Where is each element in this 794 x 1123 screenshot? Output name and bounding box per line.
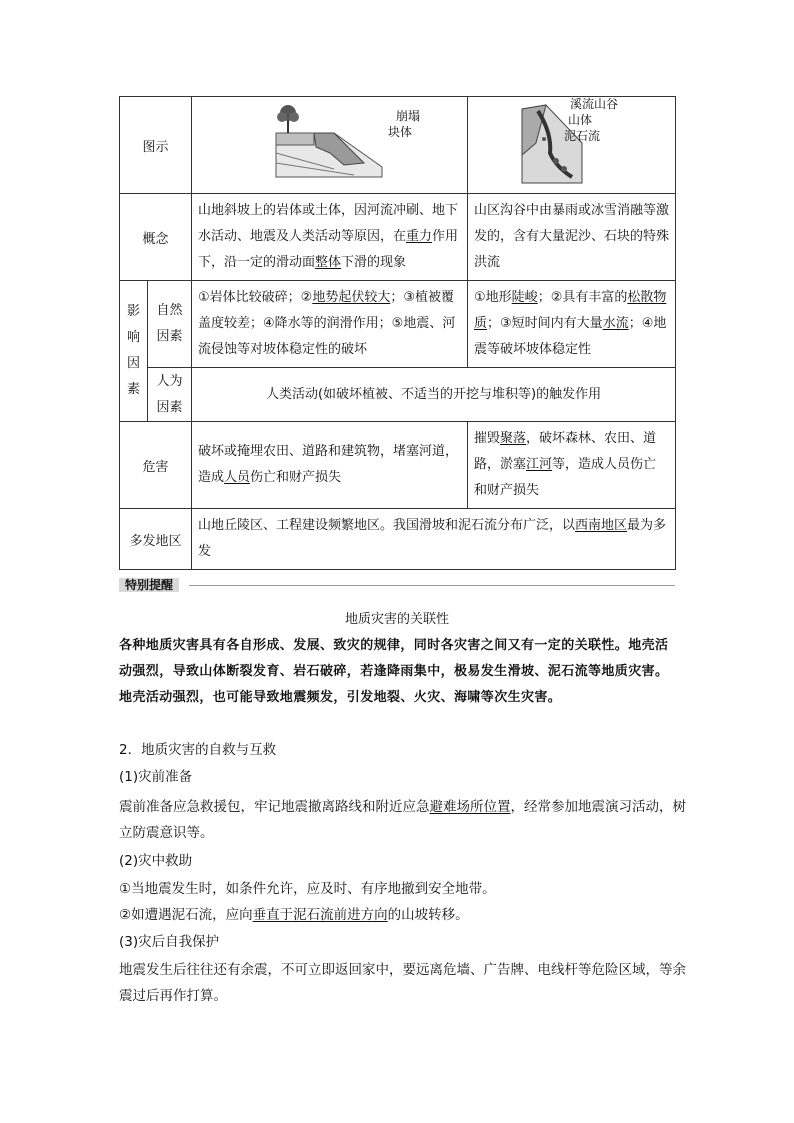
concept-landslide: 山地斜坡上的岩体或土体，因河流冲刷、地下水活动、地震及人类活动等原因，在重力作用下，沿一定的滑动面整体下滑的现象 — [192, 194, 468, 281]
natural-debris-flow: ①地形陡峻；②具有丰富的松散物质；③短时间内有大量水流；④地震等破坏坡体稳定性 — [468, 281, 676, 368]
subheading-during-disaster: (2)灾中救助 — [119, 853, 193, 869]
special-note-tag: 特别提醒 — [119, 578, 179, 592]
divider — [189, 585, 675, 586]
section-heading: 2．地质灾害的自救与互救 — [119, 742, 277, 758]
row-natural-factors — [120, 281, 676, 368]
debris-label-mountain: 山体 — [568, 113, 593, 127]
special-note-body: 各种地质灾害具有各自形成、发展、致灾的规律，同时各灾害之间又有一定的关联性。地壳活动强烈，导致山体断裂发育、岩石破碎，若逢降雨集中，极易发生滑坡、泥石流等地质灾害。地壳活动强烈，也可能导致地震频发，引发地裂、火灾、海啸等次生灾害。 — [119, 638, 669, 705]
harm-landslide: 破坏或掩埋农田、道路和建筑物，堵塞河道，造成人员伤亡和财产损失 — [192, 422, 468, 509]
paragraph-before-disaster: 震前准备应急救援包，牢记地震撤离路线和附近应急避难场所位置，经常参加地震演习活动，树立防震意识等。 — [119, 799, 686, 841]
subheading-before-disaster: (1)灾前准备 — [119, 769, 193, 785]
human-factors-text: 人类活动(如破坏植被、不适当的开挖与堆积等)的触发作用 — [192, 368, 676, 422]
label-figure: 图示 — [120, 97, 192, 194]
landslide-label-block: 块体 — [388, 125, 413, 139]
subheading-after-disaster: (3)灾后自我保护 — [119, 934, 220, 950]
debris-label-mudflow: 泥石流 — [564, 129, 601, 143]
label-influencing-factors: 影 响 因 素 — [120, 281, 148, 422]
paragraph-earthquake: ①当地震发生时，如条件允许，应及时、有序地撤到安全地带。 — [119, 881, 496, 897]
row-figure — [120, 97, 676, 194]
disaster-comparison-table — [119, 96, 676, 570]
special-note-title: 地质灾害的关联性 — [344, 612, 449, 627]
harm-debris-flow: 摧毁聚落，破坏森林、农田、道路，淤塞江河等，造成人员伤亡和财产损失 — [468, 422, 676, 509]
landslide-figure-cell — [192, 97, 468, 194]
row-harm — [120, 422, 676, 509]
label-concept: 概念 — [120, 194, 192, 281]
landslide-label-collapse: 崩塌 — [396, 109, 421, 123]
label-human-factors: 人为 因素 — [148, 368, 192, 422]
row-concept — [120, 194, 676, 281]
frequent-areas-text: 山地丘陵区、工程建设频繁地区。我国滑坡和泥石流分布广泛，以西南地区最为多发 — [192, 509, 676, 570]
debris-label-valley: 溪流山谷 — [570, 97, 619, 111]
paragraph-debris-flow: ②如遭遇泥石流，应向垂直于泥石流前进方向的山坡转移。 — [119, 907, 469, 923]
row-frequent-areas — [120, 509, 676, 570]
label-harm: 危害 — [120, 422, 192, 509]
label-natural-factors: 自然 因素 — [148, 281, 192, 368]
label-frequent-areas: 多发地区 — [120, 509, 192, 570]
special-note-header — [119, 578, 675, 592]
debris-figure-cell — [468, 97, 676, 194]
row-human-factors — [120, 368, 676, 422]
paragraph-after-disaster: 地震发生后往往还有余震，不可立即返回家中，要远离危墙、广告牌、电线杆等危险区域，等余震过后再作打算。 — [119, 962, 686, 1004]
natural-landslide: ①岩体比较破碎；②地势起伏较大；③植被覆盖度较差；④降水等的润滑作用；⑤地震、河流侵蚀等对坡体稳定性的破坏 — [192, 281, 468, 368]
concept-debris-flow: 山区沟谷中由暴雨或冰雪消融等激发的，含有大量泥沙、石块的特殊洪流 — [468, 194, 676, 281]
landslide-illustration — [274, 103, 384, 183]
